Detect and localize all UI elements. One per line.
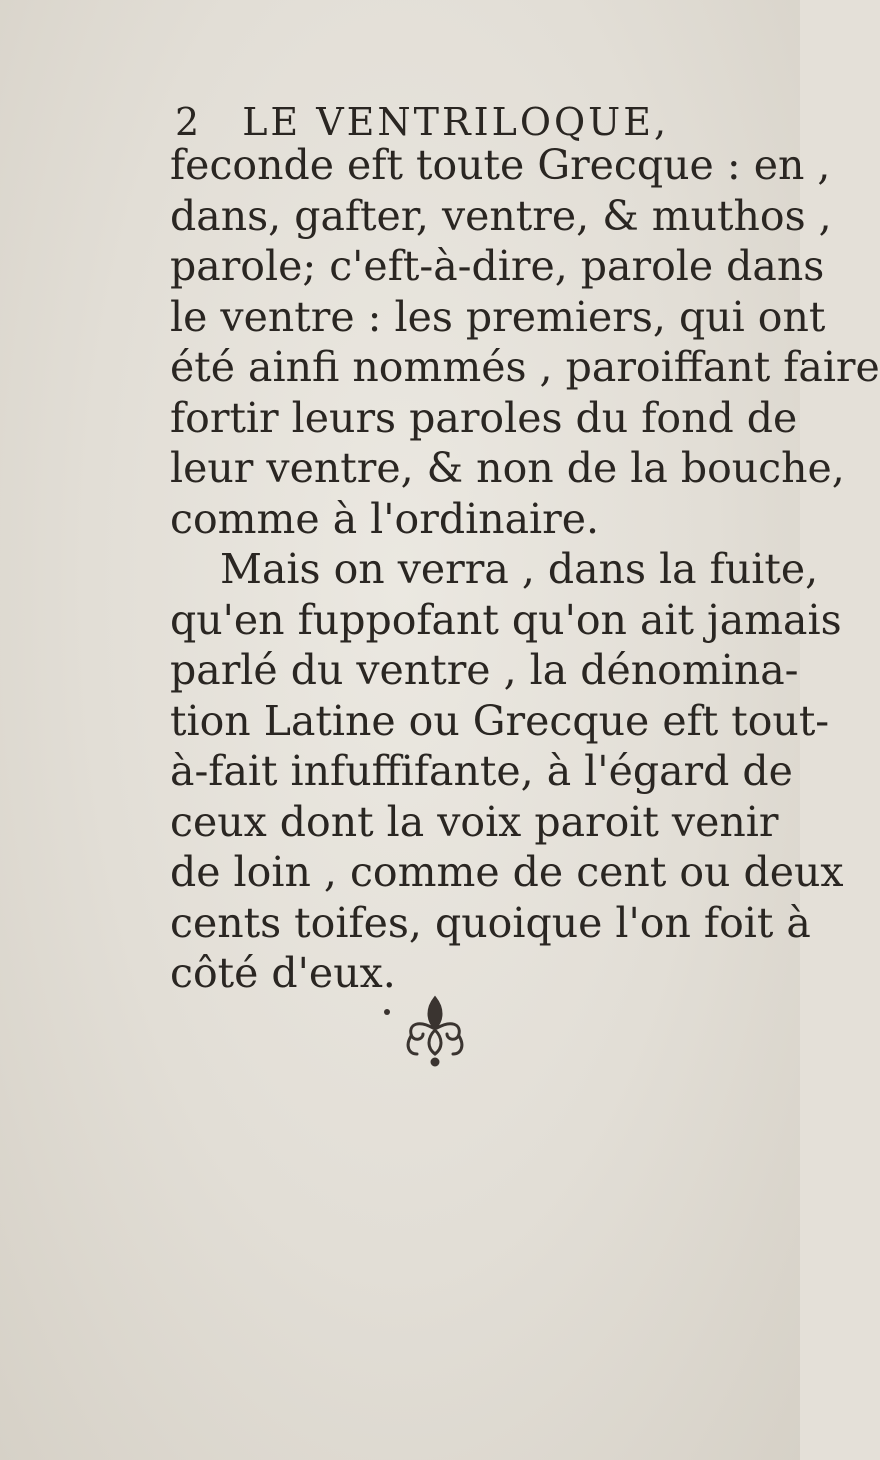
text-line: dans, gafter, ventre, & muthos , [170,191,832,240]
text-line: parole; c'eft-à-dire, parole dans [170,242,825,290]
body-text [170,140,880,999]
text-line: le ventre : les premiers, qui ont [170,292,826,341]
text-line: qu'en fuppofant qu'on ait jamais [170,595,842,644]
running-header [175,100,669,144]
fleuron-ornament-icon [375,990,495,1070]
text-line: tion Latine ou Grecque eft tout- [170,696,830,745]
text-line: comme à l'ordinaire. [170,494,600,543]
text-line: ceux dont la voix paroit venir [170,797,779,846]
text-line: parlé du ventre , la dénomina- [170,646,799,694]
page-number: 2 [175,100,203,144]
text-line: côté d'eux. [170,949,396,997]
text-line: fortir leurs paroles du fond de [170,393,798,442]
text-line: été ainfi nommés , paroiffant faire [170,343,880,391]
text-line: cents toifes, quoique l'on foit à [170,898,811,947]
text-line: de loin , comme de cent ou deux [170,848,844,896]
text-line: à-fait infuffifante, à l'égard de [170,747,793,795]
text-line: feconde eft toute Grecque : en , [170,141,831,189]
text-line: Mais on verra , dans la fuite, [220,545,819,593]
text-line: leur ventre, & non de la bouche, [170,444,845,492]
running-title: LE VENTRILOQUE, [242,100,670,144]
